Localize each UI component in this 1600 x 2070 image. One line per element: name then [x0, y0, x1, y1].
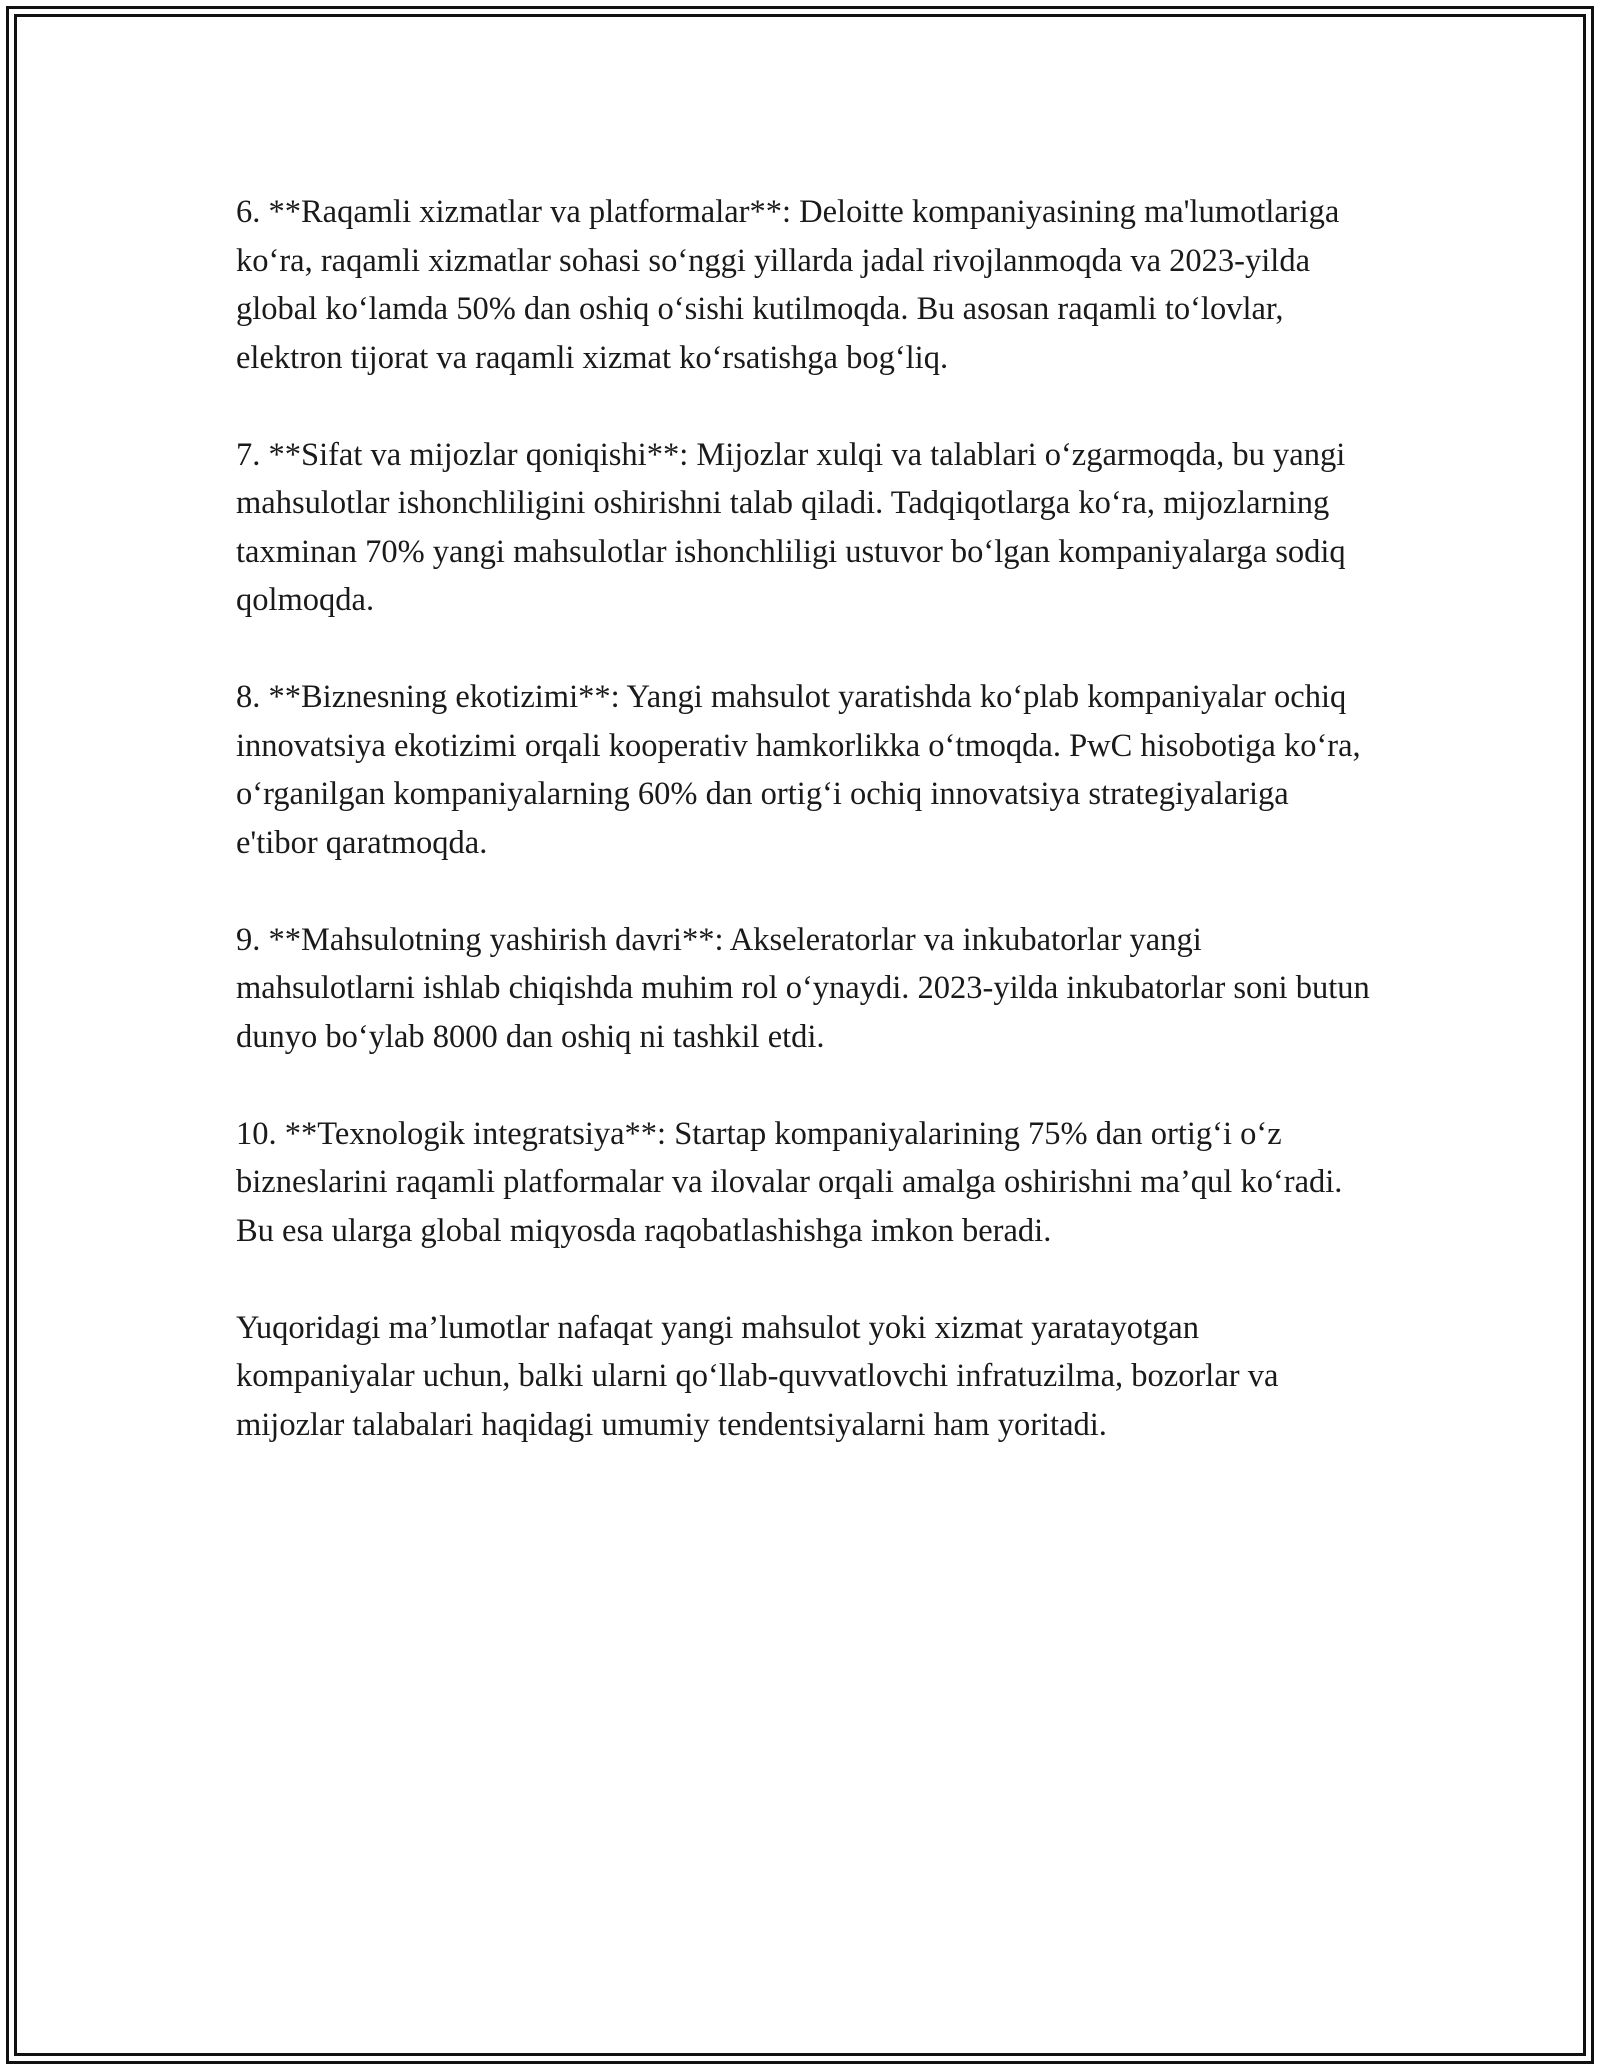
paragraph-item-10: 10. **Texnologik integratsiya**: Startap kompaniyalarining 75% dan ortig‘i o‘z bizneslarini raqamli platformalar va ilovalar orqali amalga oshirishni ma’qul ko‘radi. Bu esa ularga global miqyosda raqobatlashishga imkon beradi.: [236, 1115, 1343, 1249]
paragraph-item-9: 9. **Mahsulotning yashirish davri**: Akseleratorlar va inkubatorlar yangi mahsulotlarni ishlab chiqishda muhim rol o‘ynaydi. 2023-yilda inkubatorlar soni butun dunyo bo‘ylab 8000 dan oshiq ni tashkil etdi.: [236, 921, 1370, 1055]
paragraph-item-8: 8. **Biznesning ekotizimi**: Yangi mahsulot yaratishda ko‘plab kompaniyalar ochiq innovatsiya ekotizimi orqali kooperativ hamkorlikka o‘tmoqda. PwC hisobotiga ko‘ra, o‘rganilgan kompaniyalarning 60% dan ortig‘i ochiq innovatsiya strategiyalariga e'tibor qaratmoqda.: [236, 679, 1361, 861]
document-body: [236, 188, 1376, 1498]
paragraph-conclusion: Yuqoridagi ma’lumotlar nafaqat yangi mahsulot yoki xizmat yaratayotgan kompaniyalar uchun, balki ularni qo‘llab-quvvatlovchi infratuzilma, bozorlar va mijozlar talabalari haqidagi umumiy tendentsiyalarni ham yoritadi.: [236, 1309, 1279, 1443]
paragraph-item-7: 7. **Sifat va mijozlar qoniqishi**: Mijozlar xulqi va talablari o‘zgarmoqda, bu yangi mahsulotlar ishonchliligini oshirishni talab qiladi. Tadqiqotlarga ko‘ra, mijozlarning taxminan 70% yangi mahsulotlar ishonchliligi ustuvor bo‘lgan kompaniyalarga sodiq qolmoqda.: [236, 436, 1346, 618]
paragraph-item-6: 6. **Raqamli xizmatlar va platformalar**: Deloitte kompaniyasining ma'lumotlariga ko‘ra, raqamli xizmatlar sohasi so‘nggi yillarda jadal rivojlanmoqda va 2023-yilda global ko‘lamda 50% dan oshiq o‘sishi kutilmoqda. Bu asosan raqamli to‘lovlar, elektron tijorat va raqamli xizmat ko‘rsatishga bog‘liq.: [236, 194, 1340, 376]
